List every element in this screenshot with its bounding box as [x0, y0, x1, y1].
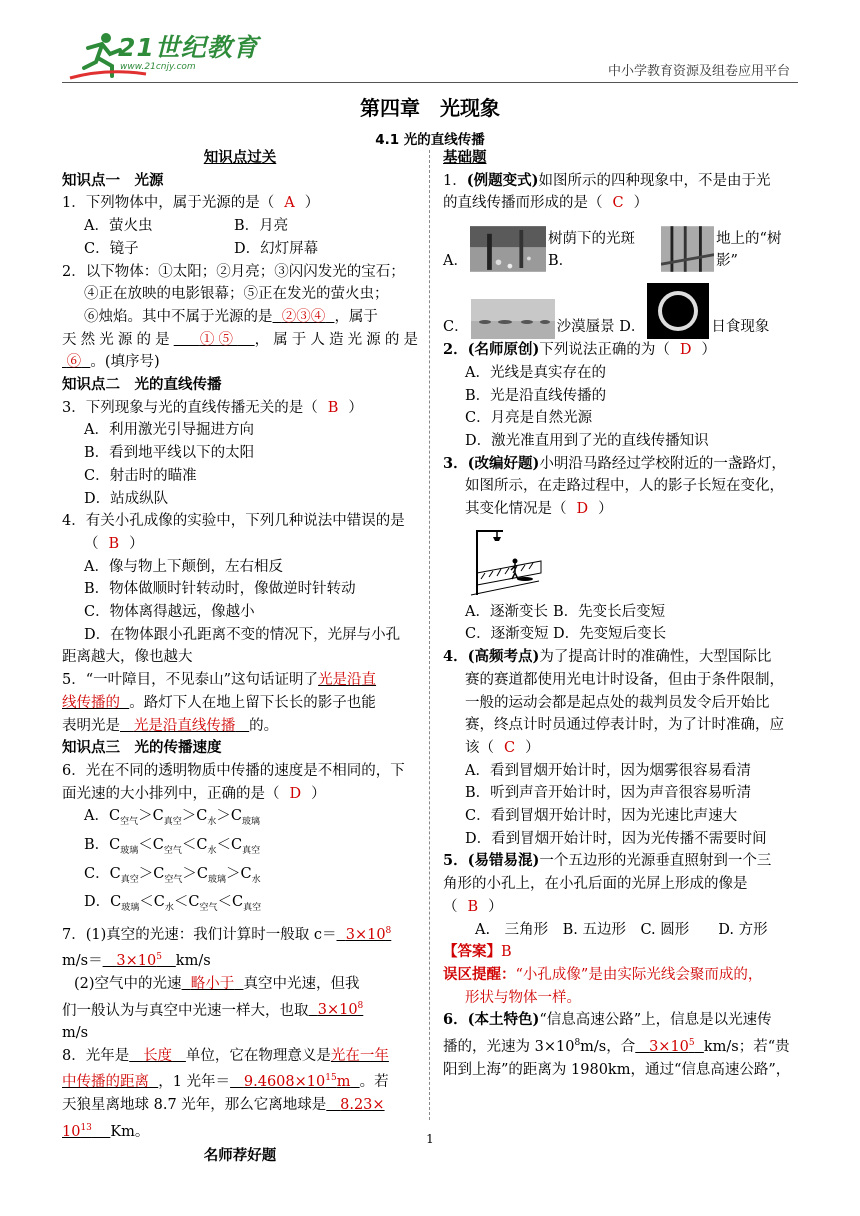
answer: A	[284, 195, 295, 212]
solar-eclipse-image-icon	[647, 283, 709, 339]
section-title: 4.1 光的直线传播	[375, 132, 485, 148]
right-question-5: 5．(易错易混)一个五边形的光源垂直照射到一个三 角形的小孔上，在小孔后面的光屏上形成的像是 （ B ） A. 三角形 B. 五边形 C. 圆形 D. 方形 【答案】B 误区提醒：“小孔成像”是由实际光线会聚而成的， 形状与物体一样。	[443, 850, 799, 1009]
blank-answer: $10^{13}$	[62, 1122, 92, 1140]
question-6: 6．光在不同的透明物质中传播的速度是不相同的，下 面光速的大小排列中，正确的是（ D ） A．$C_{空气}>C_{真空}>C_水>C_{玻璃}$ B．$C_{玻璃}<C_{空气}<C_水<C_{真空}$ C．$C_{真空}>C_{空气}>C_{玻璃}>C_水$ D．$C_{玻璃}<C_水<C_{空气}<C_{真空}$	[62, 760, 418, 920]
question-1: 1．下列物体中，属于光源的是（ A ）	[62, 195, 320, 212]
mirage-image-icon	[471, 299, 555, 339]
blank-answer: $9.4608\times 10^{15}m$	[243, 1073, 351, 1091]
left-heading: 知识点过关	[203, 149, 277, 166]
answer: B	[501, 944, 512, 961]
option: B．看到地平线以下的太阳	[84, 445, 255, 462]
tree-shade-image-icon	[470, 225, 546, 273]
blank-answer: 略小于	[190, 975, 235, 992]
question-4: 4．有关小孔成像的实验中，下列几种说法中错误的是 （ B ） A．像与物上下颠倒，左右相反 B．物体做顺时针转动时，像做逆时针转动 C．物体离得越远，像越小 D．在物体跟小孔距离不变的情况下，光屏与小孔 距离越大，像也越大	[62, 510, 418, 669]
option: C．逐渐变短	[465, 626, 549, 643]
blank-answer: $3\times 10^8$	[317, 1001, 364, 1019]
option: C．看到冒烟开始计时，因为光速比声速大	[465, 808, 738, 825]
option: C．镜子	[84, 240, 139, 257]
knowledge-point-1: 知识点一 光源	[62, 171, 164, 189]
option: D．先变短后变长	[553, 626, 667, 643]
option: B．光是沿直线传播的	[465, 387, 607, 404]
tree-shadow-image-icon	[661, 225, 714, 273]
bottom-heading: 名师荐好题	[203, 1147, 277, 1165]
option: C．月亮是自然光源	[465, 410, 593, 427]
option: C．$C_{真空}>C_{空气}>C_{玻璃}>C_水$	[84, 865, 261, 885]
answer: D	[289, 785, 302, 802]
blank-answer: $3\times 10^5$	[116, 952, 162, 970]
column-divider	[429, 150, 430, 1120]
question-2: 2．以下物体：①太阳；②月亮；③闪闪发光的宝石； ④正在放映的电影银幕；⑤正在发光的萤火虫； ⑥烛焰。其中不属于光源的是 ②③④ ，属于 天然光源的是 ①⑤ ，属于人造光源的是 ⑥ 。(填序号)	[62, 263, 419, 371]
question-8: 8．光年是 长度 单位，它在物理意义是光在一年 中传播的距离 ，1 光年＝ $9.4608\times 10^{15}m$ 。若 天狼星离地球 8.7 光年，那么它离地球是 8.23× $10^{13}$ Km。	[62, 1047, 389, 1140]
answer: B	[108, 535, 120, 552]
option: A．像与物上下颠倒，左右相反	[84, 558, 283, 575]
knowledge-point-3: 知识点三 光的传播速度	[62, 739, 222, 757]
option: A．逐渐变长	[465, 603, 548, 620]
blank-answer: ②③④	[281, 308, 326, 325]
blank-answer: 光是沿直线传播	[133, 717, 236, 734]
blank-answer: ①⑤	[199, 331, 238, 348]
answer: B	[327, 399, 339, 416]
option: D．站成纵队	[84, 490, 169, 507]
left-column	[62, 147, 418, 1168]
answer: B	[467, 898, 479, 915]
blank-answer: 中传播的距离	[62, 1074, 149, 1091]
answer: D	[576, 501, 589, 518]
option: A．看到冒烟开始计时，因为烟雾很容易看清	[465, 762, 751, 779]
blank-answer: $3\times 10^8$	[345, 925, 392, 943]
question-7: 7．(1)真空的光速：我们计算时一般取 $c= 3\times 10^8$ m/s＝ $3\times 10^5$ km/s (2)空气中的光速 略小于 真空中光速，但我 们一般认为与真空中光速一样大，也取 $3\times 10^8$ m/s	[62, 925, 392, 1042]
blank-answer: 8.23×	[340, 1097, 385, 1113]
question-5: 5．“一叶障目，不见泰山”这句话证明了光是沿直 线传播的 。路灯下人在地上留下长长的影子也能 表明光是 光是沿直线传播 的。	[62, 672, 377, 734]
right-question-1: 1．(例题变式)如图所示的四种现象中，不是由于光 的直线传播而形成的是（ C ） A． 树荫下的光斑 B． 地上的“树影” C． 沙漠蜃景 D． 日食现象	[443, 170, 799, 339]
option: C．射击时的瞄准	[84, 467, 197, 484]
option: D．$C_{玻璃}<C_水<C_{空气}<C_{真空}$	[84, 894, 262, 914]
option: B．$C_{玻璃}<C_{空气}<C_水<C_{真空}$	[84, 836, 261, 856]
right-heading: 基础题	[443, 149, 487, 166]
option: D．激光准直用到了光的直线传播知识	[465, 432, 709, 449]
blank-answer: $3\times 10^5$	[649, 1038, 695, 1055]
option: A．萤火虫	[84, 218, 153, 235]
options-row: A. 三角形 B. 五边形 C. 圆形 D. 方形	[475, 921, 768, 938]
option: B．先变长后变短	[553, 603, 666, 620]
option: A．光线是真实存在的	[465, 364, 606, 381]
street-lamp-figure-icon	[465, 521, 545, 599]
option: A．利用激光引导掘进方向	[84, 422, 254, 439]
answer: C	[504, 739, 516, 756]
page-header	[0, 0, 860, 90]
option: D．在物体跟小孔距离不变的情况下，光屏与小孔	[84, 626, 401, 643]
knowledge-point-2: 知识点二 光的直线传播	[62, 376, 222, 394]
option: B．月亮	[234, 218, 289, 235]
logo-url: www.21cnjy.com	[120, 62, 196, 72]
blank-answer: 光是沿直	[318, 672, 377, 689]
answer: D	[679, 342, 692, 359]
option: A．$C_{空气}>C_{真空}>C_水>C_{玻璃}$	[84, 808, 260, 828]
answer: C	[612, 195, 624, 212]
blank-answer: 线传播的	[62, 694, 120, 711]
header-divider	[62, 82, 798, 83]
blank-answer: 长度	[143, 1047, 173, 1064]
right-question-2: 2．(名师原创)下列说法正确的为（ D ） A．光线是真实存在的 B．光是沿直线传播的 C．月亮是自然光源 D．激光准直用到了光的直线传播知识	[443, 339, 799, 453]
option: D．看到冒烟开始计时，因为光传播不需要时间	[465, 830, 767, 847]
option: B．物体做顺时针转动时，像做逆时针转动	[84, 581, 356, 598]
right-column	[443, 147, 799, 1081]
question-3: 3．下列现象与光的直线传播无关的是（ B ）	[62, 399, 363, 416]
logo-text: 21世纪教育	[118, 33, 259, 62]
option: D．幻灯屏幕	[234, 240, 319, 257]
chapter-title: 第四章 光现象	[360, 96, 500, 120]
option: C．物体离得越远，像越小	[84, 604, 255, 621]
page-number: 1	[426, 1132, 434, 1146]
right-question-4: 4．(高频考点)为了提高计时的准确性，大型国际比 赛的赛道都使用光电计时设备，但由于条件限制， 一般的运动会都是起点处的裁判员发令后开始比 赛，终点计时员通过停表计时，为了计时准确，应 该（ C ） A．看到冒烟开始计时，因为烟雾很容易看清 B．听到声音开始计时，因为声音很容易听清 C．看到冒烟开始计时，因为光速比声速大 D．看到冒烟开始计时，因为光传播不需要时间	[443, 646, 799, 850]
blank-answer: 光在一年	[330, 1047, 389, 1064]
right-question-3: 3．(改编好题)小明沿马路经过学校附近的一盏路灯， 如图所示，在走路过程中，人的影子长短在变化， 其变化情况是（ D ） A．逐渐变长 B．先变长后变短 C．逐渐变短 D．先变短后变长	[443, 453, 799, 647]
option: B．听到声音开始计时，因为声音很容易听清	[465, 785, 752, 802]
blank-answer: ⑥	[66, 354, 82, 371]
right-question-6: 6．(本土特色)“信息高速公路”上，信息是以光速传 播的，光速为 $3\times 10^8m/s$，合 $3\times 10^5$ km/s；若“贵 阳到上海”的距离为 1980km，通过“信息高速公路”，	[443, 1011, 791, 1078]
platform-name: 中小学教育资源及组卷应用平台	[607, 64, 790, 79]
